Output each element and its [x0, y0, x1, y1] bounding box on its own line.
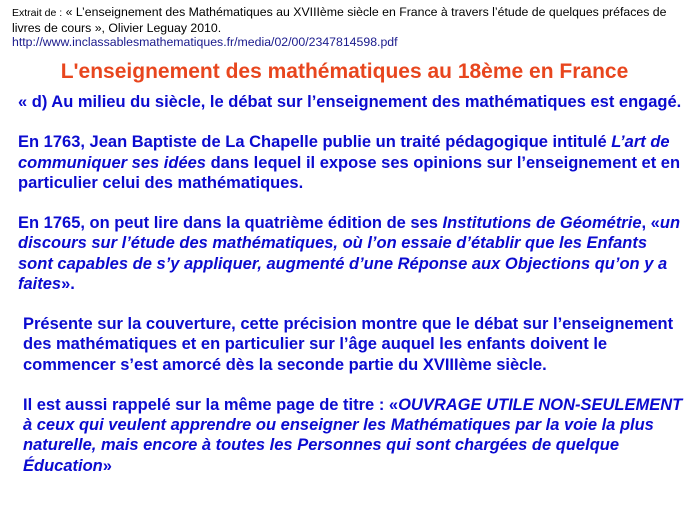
paragraph-5-quote: OUVRAGE UTILE NON-SEULEMENT à ceux qui veulent apprendre ou enseigner les Mathématiques par la voie la plus naturelle, mais encore à toutes les Personnes qui sont chargées de quelque Éducation — [23, 395, 683, 475]
paragraph-1: « d) Au milieu du siècle, le débat sur l’enseignement des mathématiques est engagé. — [18, 93, 682, 111]
paragraph-5-part-2: » — [102, 456, 112, 475]
book-title-institutions: Institutions de Géométrie — [442, 214, 642, 233]
source-url: http://www.inclassablesmathematiques.fr/media/02/00/2347814598.pdf — [12, 35, 398, 49]
paragraph-2-part-1: En 1763, Jean Baptiste de La Chapelle publie un traité pédagogique intitulé — [18, 133, 612, 152]
source-text: « L’enseignement des Mathématiques au XVIIIème siècle en France à travers l’étude de quelques préfaces de livres de cours », Olivier Leguay 2010. — [12, 5, 667, 35]
source-label: Extrait de : — [12, 7, 63, 19]
paragraph-3 — [18, 213, 683, 294]
paragraph-3-part-1: En 1765, on peut lire dans la quatrième édition de ses — [18, 214, 443, 233]
book-title-art-communiquer: L’art de communiquer ses idées — [18, 133, 670, 172]
paragraph-3-part-2: , « — [641, 214, 660, 233]
main-text — [18, 92, 683, 476]
paragraph-5-part-1: Il est aussi rappelé sur la même page de titre : « — [23, 395, 399, 414]
paragraph-2-part-2: dans lequel il expose ses opinions sur l’enseignement et en particulier celui des mathématiques. — [18, 153, 681, 192]
page-title: L'enseignement des mathématiques au 18ème en France — [60, 60, 629, 83]
paragraph-2 — [18, 132, 683, 193]
source-citation — [12, 5, 680, 50]
paragraph-3-quote: un discours sur l’étude des mathématiques, où l’on essaie d’établir que les Enfants sont capables de s’y appliquer, augmenté d’une Réponse aux Objections qu’on y a faites — [18, 214, 681, 293]
paragraph-3-part-3: ». — [61, 274, 75, 293]
paragraph-4: Présente sur la couverture, cette précision montre que le débat sur l’enseignement des mathématiques et en particulier sur l’âge auquel les enfants doivent le commencer s’est amorcé dès la seconde partie du XVIIIème siècle. — [23, 315, 674, 374]
paragraph-5 — [18, 395, 683, 476]
